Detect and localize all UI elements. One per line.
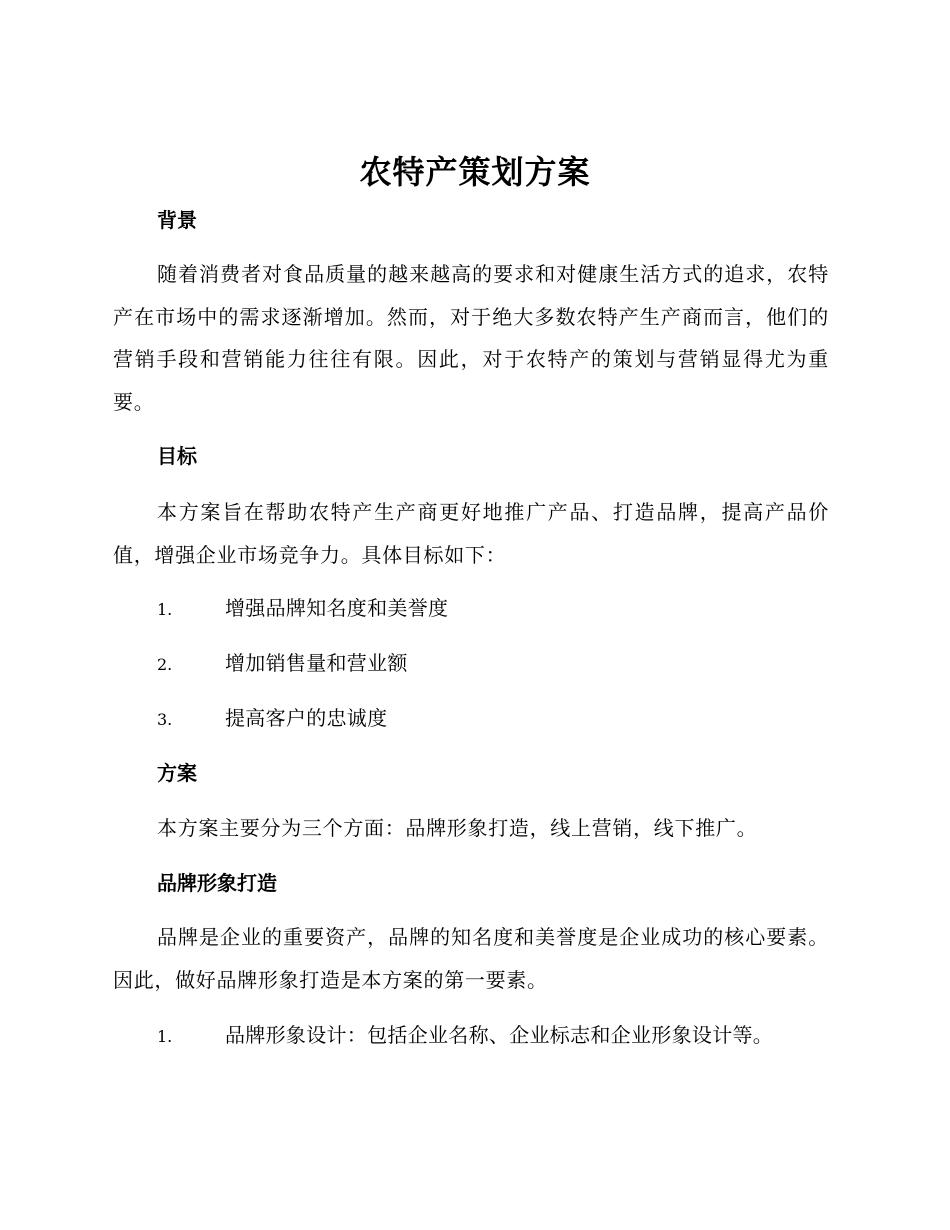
list-text: 品牌形象设计：包括企业名称、企业标志和企业形象设计等。 — [225, 1023, 774, 1047]
heading-background: 背景 — [157, 208, 197, 232]
heading-goals: 目标 — [157, 444, 197, 468]
heading-plan: 方案 — [157, 761, 197, 785]
list-item — [157, 649, 408, 679]
heading-brand: 品牌形象打造 — [157, 871, 277, 895]
list-number: 1. — [157, 1027, 173, 1046]
list-item — [157, 1021, 773, 1051]
paragraph-plan: 本方案主要分为三个方面：品牌形象打造，线上营销，线下推广。 — [157, 816, 758, 840]
list-text: 增加销售量和营业额 — [225, 651, 408, 675]
list-item — [157, 594, 448, 624]
list-item — [157, 704, 387, 734]
document-title: 农特产策划方案 — [359, 153, 591, 191]
list-text: 增强品牌知名度和美誉度 — [225, 596, 449, 620]
list-text: 提高客户的忠诚度 — [225, 706, 388, 730]
paragraph-background: 随着消费者对食品质量的越来越高的要求和对健康生活方式的追求，农特产在市场中的需求逐渐增加。然而，对于绝大多数农特产生产商而言，他们的营销手段和营销能力往往有限。因此，对于农特产的策划与营销显得尤为重要。 — [113, 262, 829, 414]
list-number: 1. — [157, 600, 173, 619]
paragraph-brand: 品牌是企业的重要资产，品牌的知名度和美誉度是企业成功的核心要素。因此，做好品牌形象打造是本方案的第一要素。 — [113, 925, 829, 992]
paragraph-goals: 本方案旨在帮助农特产生产商更好地推广产品、打造品牌，提高产品价值，增强企业市场竞争力。具体目标如下： — [113, 500, 829, 567]
list-number: 2. — [157, 655, 173, 674]
list-number: 3. — [157, 710, 173, 729]
